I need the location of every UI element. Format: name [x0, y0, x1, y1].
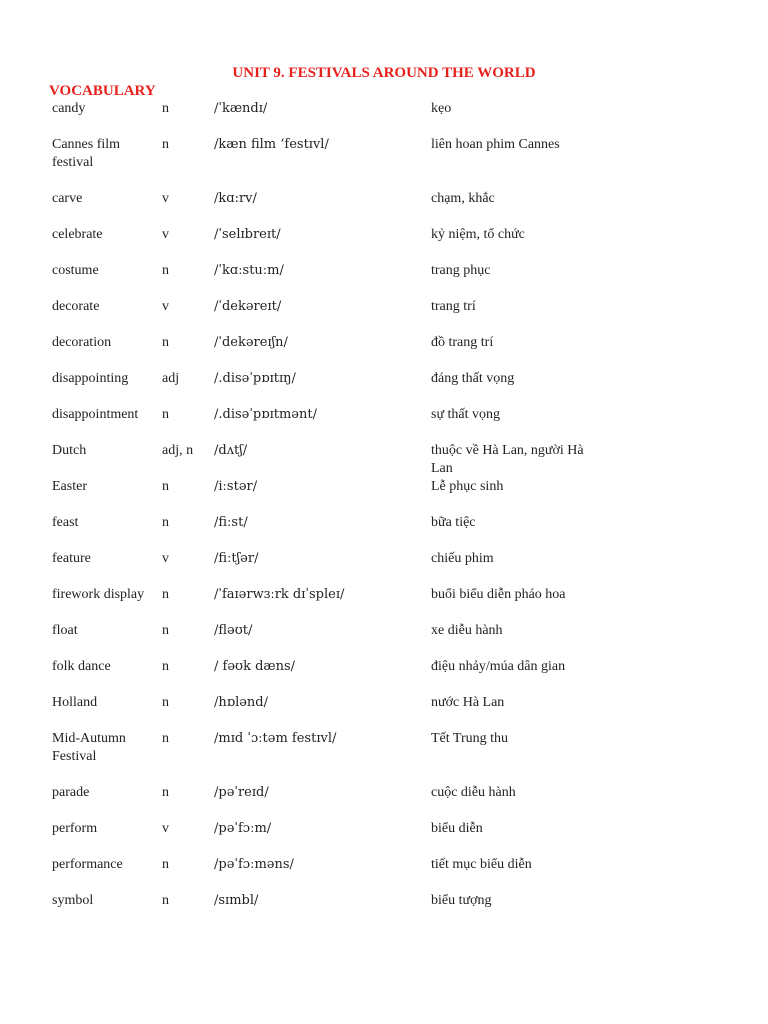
vocab-part-of-speech: n — [162, 857, 169, 872]
vocab-meaning: kẹo — [431, 101, 452, 116]
vocab-row — [0, 622, 768, 658]
page-title: UNIT 9. FESTIVALS AROUND THE WORLD — [232, 65, 536, 81]
vocab-pronunciation: /.disəˈpɒɪtɪŋ/ — [214, 371, 296, 386]
vocab-row — [0, 298, 768, 334]
vocab-word: decorate — [52, 299, 100, 314]
vocab-part-of-speech: n — [162, 407, 169, 422]
vocab-row — [0, 820, 768, 856]
vocab-row — [0, 550, 768, 586]
vocab-pronunciation: /ˈdekəreɪt/ — [214, 299, 282, 314]
vocab-word: candy — [52, 101, 86, 116]
vocab-word: Holland — [52, 695, 98, 710]
vocab-pronunciation: /dʌtʃ/ — [214, 443, 248, 458]
vocab-row — [0, 334, 768, 370]
vocab-meaning: kỷ niệm, tổ chức — [431, 227, 525, 242]
vocab-pronunciation: /pəˈreɪd/ — [214, 785, 269, 800]
vocab-row — [0, 658, 768, 694]
vocab-word: feature — [52, 551, 91, 566]
vocab-part-of-speech: n — [162, 335, 169, 350]
vocab-pronunciation: /kɑ:rv/ — [214, 191, 257, 206]
vocab-row — [0, 190, 768, 226]
vocab-word: parade — [52, 785, 90, 800]
vocab-row — [0, 100, 768, 136]
vocab-row — [0, 586, 768, 622]
vocab-part-of-speech: adj, n — [162, 443, 194, 458]
vocab-pronunciation: /iːstər/ — [214, 479, 258, 494]
vocab-meaning: liên hoan phim Cannes — [431, 137, 560, 152]
vocab-word: perform — [52, 821, 98, 836]
vocab-row — [0, 406, 768, 442]
vocab-pronunciation: /sɪmbl/ — [214, 893, 259, 908]
vocab-row — [0, 892, 768, 928]
vocab-meaning: bữa tiệc — [431, 515, 476, 530]
vocab-meaning: buổi biểu diễn pháo hoa — [431, 587, 566, 602]
vocab-meaning: chiếu phim — [431, 551, 494, 566]
vocab-row — [0, 478, 768, 514]
vocab-word: folk dance — [52, 659, 111, 674]
vocab-row — [0, 784, 768, 820]
vocab-part-of-speech: n — [162, 893, 169, 908]
vocab-part-of-speech: n — [162, 101, 169, 116]
vocab-word: disappointment — [52, 407, 139, 422]
vocab-meaning: nước Hà Lan — [431, 695, 505, 710]
section-heading: VOCABULARY — [49, 83, 156, 99]
vocab-word: disappointing — [52, 371, 129, 386]
vocab-row — [0, 730, 768, 784]
vocab-pronunciation: /ˈkɑːstuːm/ — [214, 263, 284, 278]
vocab-meaning: Lễ phục sinh — [431, 479, 504, 494]
vocab-row — [0, 136, 768, 190]
vocab-meaning: biểu diễn — [431, 821, 483, 836]
vocab-part-of-speech: v — [162, 227, 169, 242]
vocab-word: costume — [52, 263, 99, 278]
vocab-part-of-speech: v — [162, 821, 169, 836]
vocab-pronunciation: /ˈkændɪ/ — [214, 101, 268, 116]
vocab-meaning: tiết mục biểu diễn — [431, 857, 532, 872]
vocab-pronunciation: / fəʊk dæns/ — [214, 659, 296, 674]
vocab-part-of-speech: v — [162, 191, 169, 206]
vocab-row — [0, 370, 768, 406]
vocab-meaning: xe diễu hành — [431, 623, 503, 638]
vocab-word: carve — [52, 191, 83, 206]
vocab-part-of-speech: n — [162, 137, 169, 152]
vocab-meaning: trang trí — [431, 299, 476, 314]
vocab-pronunciation: /ˈfaɪərwɜːrk dɪˈspleɪ/ — [214, 587, 345, 602]
vocab-word: decoration — [52, 335, 112, 350]
vocab-meaning: đáng thất vọng — [431, 371, 515, 386]
vocab-pronunciation: /fiːst/ — [214, 515, 248, 530]
vocab-meaning: đồ trang trí — [431, 335, 494, 350]
vocab-pronunciation: /fləʊt/ — [214, 623, 253, 638]
vocab-row — [0, 694, 768, 730]
vocab-part-of-speech: n — [162, 623, 169, 638]
vocab-meaning: cuộc diễu hành — [431, 785, 516, 800]
vocab-word: firework display — [52, 587, 145, 602]
vocab-part-of-speech: n — [162, 263, 169, 278]
vocab-pronunciation: /hɒlənd/ — [214, 695, 268, 710]
vocab-meaning: điệu nhảy/múa dân gian — [431, 659, 566, 674]
vocab-part-of-speech: n — [162, 479, 169, 494]
vocab-part-of-speech: n — [162, 731, 169, 746]
vocab-pronunciation: /pəˈfɔːm/ — [214, 821, 272, 836]
vocab-pronunciation: /.disəˈpɒɪtmənt/ — [214, 407, 317, 422]
vocab-part-of-speech: adj — [162, 371, 180, 386]
vocab-row — [0, 442, 768, 478]
vocab-pronunciation: /ˈdekəreɪʃn/ — [214, 335, 288, 350]
vocabulary-table — [0, 100, 768, 928]
vocab-pronunciation: /pəˈfɔːməns/ — [214, 857, 294, 872]
vocab-pronunciation: /ˈselɪbreɪt/ — [214, 227, 281, 242]
vocab-meaning: trang phục — [431, 263, 491, 278]
vocab-word: performance — [52, 857, 123, 872]
vocab-word: float — [52, 623, 78, 638]
vocab-part-of-speech: n — [162, 587, 169, 602]
vocab-pronunciation: /fiːtʃər/ — [214, 551, 259, 566]
vocab-word: feast — [52, 515, 79, 530]
vocab-word: Easter — [52, 479, 87, 494]
vocab-meaning: biểu tượng — [431, 893, 492, 908]
vocab-meaning: Tết Trung thu — [431, 731, 509, 746]
vocab-meaning: sự thất vọng — [431, 407, 501, 422]
vocab-word: Mid-Autumn Festival — [52, 731, 126, 764]
vocab-word: symbol — [52, 893, 94, 908]
vocab-row — [0, 514, 768, 550]
vocab-word: Cannes film festival — [52, 137, 121, 170]
vocab-word: Dutch — [52, 443, 87, 458]
vocab-row — [0, 226, 768, 262]
vocab-pronunciation: /mɪd ˈɔːtəm festɪvl/ — [214, 731, 337, 746]
vocab-part-of-speech: n — [162, 515, 169, 530]
vocab-meaning: thuộc về Hà Lan, người Hà Lan — [431, 443, 584, 476]
vocab-row — [0, 856, 768, 892]
vocab-part-of-speech: v — [162, 299, 169, 314]
vocab-part-of-speech: v — [162, 551, 169, 566]
vocab-meaning: chạm, khắc — [431, 191, 495, 206]
vocab-word: celebrate — [52, 227, 103, 242]
vocab-row — [0, 262, 768, 298]
vocab-pronunciation: /kæn film ‘festɪvl/ — [214, 137, 329, 152]
vocab-part-of-speech: n — [162, 659, 169, 674]
vocab-part-of-speech: n — [162, 695, 169, 710]
vocab-part-of-speech: n — [162, 785, 169, 800]
